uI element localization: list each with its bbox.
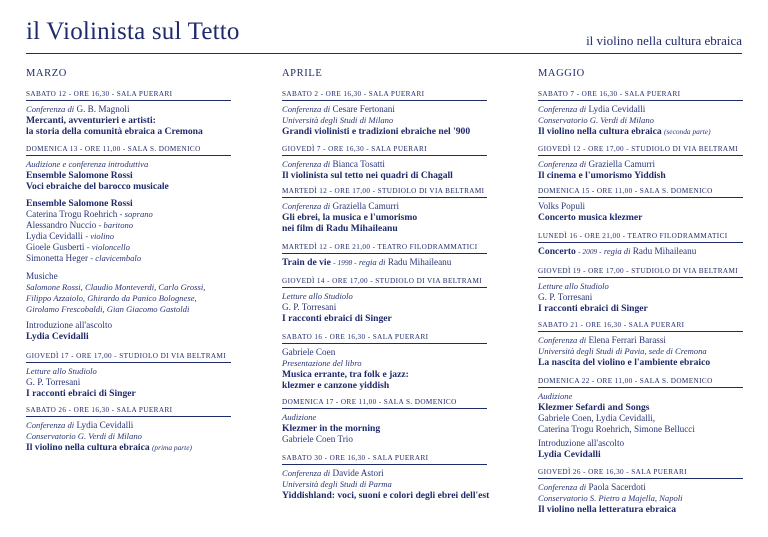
event-date-header: DOMENICA 22 - ORE 11,00 - SALA S. DOMENICO	[538, 377, 743, 388]
event-title: La nascita del violino e l'ambiente ebraico	[538, 357, 711, 368]
event-label: Conferenza di	[538, 104, 587, 114]
event-performer: Caterina Trogu Roehrich, Simone Bellucci	[538, 424, 695, 434]
event-date-header: DOMENICA 13 - ORE 11,00 - SALA S. DOMENICO	[26, 145, 231, 156]
event-speaker: Elena Ferrari Barassi	[588, 335, 666, 345]
program-label: Musiche	[26, 271, 58, 281]
event-aprile-2	[282, 90, 487, 137]
event-date-header: MARTEDÌ 12 - ORE 21,00 - TEATRO FILODRAMMATICI	[282, 243, 487, 254]
event-date-header: SABATO 2 - ORE 16,30 - SALA PUERARI	[282, 90, 487, 101]
event-date-header: SABATO 12 - ORE 16,30 - SALA PUERARI	[26, 90, 231, 101]
event-title: Yiddishland: voci, suoni e colori degli ebrei dell'est	[282, 490, 490, 501]
event-affiliation: Conservatorio G. Verdi di Milano	[26, 431, 142, 441]
ensemble-lineup	[26, 198, 231, 264]
event-speaker: Cesare Fertonani	[332, 104, 395, 114]
film-title: Concerto	[538, 246, 576, 257]
event-date-header: SABATO 30 - ORE 16,30 - SALA PUERARI	[282, 454, 487, 465]
event-date-header: GIOVEDÌ 19 - ORE 17,00 - STUDIOLO DI VIA BELTRAMI	[538, 267, 743, 278]
event-maggio-22	[538, 377, 743, 435]
performer-name: Caterina Trogu Roehrich	[26, 209, 118, 219]
event-speaker: Graziella Camurri	[588, 159, 656, 169]
event-speaker: Bianca Tosatti	[332, 159, 385, 169]
event-performer: Gabriele Coen Trio	[282, 434, 353, 444]
event-label: Conferenza di	[26, 104, 75, 114]
event-part: (prima parte)	[151, 443, 192, 452]
event-title: Musica errante, tra folk e jazz:	[282, 369, 409, 380]
performer-name: Lydia Cevidalli	[26, 231, 83, 241]
film-year: - 2009 -	[578, 247, 602, 256]
event-marzo-17	[26, 352, 231, 399]
performer-name: Simonetta Heger	[26, 253, 88, 263]
event-part: (seconda parte)	[663, 127, 711, 136]
event-date-header: LUNEDÌ 16 - ORE 21,00 - TEATRO FILODRAMMATICI	[538, 232, 743, 243]
event-date-header: MARTEDÌ 12 - ORE 17,00 - STUDIOLO DI VIA BELTRAMI	[282, 187, 487, 198]
event-speaker: Graziella Camurri	[332, 201, 400, 211]
event-date-header: SABATO 16 - ORE 16,30 - SALA PUERARI	[282, 333, 487, 344]
event-aprile-7	[282, 145, 487, 181]
composer-list: Filippo Azzaiolo, Ghirardo da Panico Bolognese,	[26, 293, 197, 303]
event-affiliation: Conservatorio S. Pietro a Majella, Napoli	[538, 493, 683, 503]
event-affiliation: Università degli Studi di Milano	[282, 115, 394, 125]
event-label: Conferenza di	[538, 159, 587, 169]
performer-name: Alessandro Nuccio	[26, 220, 97, 230]
intro-label: Introduzione all'ascolto	[26, 320, 113, 330]
event-date-header: GIOVEDÌ 14 - ORE 17,00 - STUDIOLO DI VIA BELTRAMI	[282, 277, 487, 288]
event-date-header: GIOVEDÌ 26 - ORE 16,30 - SALA PUERARI	[538, 468, 743, 479]
event-label: Conferenza di	[282, 159, 331, 169]
column-maggio	[538, 68, 743, 515]
event-maggio-21	[538, 321, 743, 368]
event-title: Il violino nella letteratura ebraica	[538, 504, 677, 515]
event-performer: Gabriele Coen, Lydia Cevidalli,	[538, 413, 656, 423]
column-marzo	[26, 68, 231, 453]
event-affiliation: Università degli Studi di Pavia, sede di Cremona	[538, 346, 707, 356]
event-maggio-15	[538, 187, 743, 223]
composer-list: Girolamo Frescobaldi, Gian Giacomo Gastoldi	[26, 304, 190, 314]
event-date-header: GIOVEDÌ 17 - ORE 17,00 - STUDIOLO DI VIA BELTRAMI	[26, 352, 231, 363]
event-aprile-17	[282, 398, 487, 445]
event-title: Gli ebrei, la musica e l'umorismo	[282, 212, 418, 223]
month-heading: MARZO	[26, 68, 67, 79]
program-musiche	[26, 271, 231, 315]
event-title: I racconti ebraici di Singer	[538, 303, 648, 314]
event-aprile-12	[282, 187, 487, 234]
month-heading: APRILE	[282, 68, 323, 79]
event-marzo-13	[26, 145, 231, 192]
header-divider	[26, 53, 742, 54]
event-date-header: DOMENICA 17 - ORE 11,00 - SALA S. DOMENICO	[282, 398, 487, 409]
performer-role: - baritono	[98, 220, 134, 230]
film-director-label: regia di	[603, 246, 631, 256]
event-label: Conferenza di	[282, 201, 331, 211]
event-title-cont: klezmer e canzone yiddish	[282, 380, 390, 391]
column-aprile	[282, 68, 490, 501]
event-date-header: DOMENICA 15 - ORE 11,00 - SALA S. DOMENICO	[538, 187, 743, 198]
event-date-header: SABATO 7 - ORE 16,30 - SALA PUERARI	[538, 90, 743, 101]
event-title: Il violino nella cultura ebraica	[538, 126, 662, 137]
event-date-header: GIOVEDÌ 7 - ORE 16,30 - SALA PUERARI	[282, 145, 487, 156]
event-label: Letture allo Studiolo	[26, 366, 97, 376]
event-performer: Volks Populi	[538, 201, 586, 211]
event-label: Presentazione del libro	[282, 358, 362, 368]
event-speaker: G. P. Torresani	[538, 292, 593, 302]
event-title-cont: nei film di Radu Mihaileanu	[282, 223, 398, 234]
event-speaker: Lydia Cevidalli	[76, 420, 134, 430]
intro-label: Introduzione all'ascolto	[538, 438, 625, 448]
event-label: Conferenza di	[26, 420, 75, 430]
event-aprile-16	[282, 333, 487, 391]
event-performer: Ensemble Salomone Rossi	[26, 170, 133, 181]
film-year: - 1998 -	[333, 258, 357, 267]
event-title: Concerto musica klezmer	[538, 212, 643, 223]
event-label: Letture allo Studiolo	[538, 281, 609, 291]
event-marzo-26	[26, 406, 231, 453]
event-label: Audizione	[538, 391, 573, 401]
event-speaker: G. B. Magnoli	[76, 104, 130, 114]
film-director: Radu Mihaileanu	[632, 246, 697, 256]
event-label: Conferenza di	[282, 468, 331, 478]
ensemble-name: Ensemble Salomone Rossi	[26, 198, 133, 209]
event-title: Il cinema e l'umorismo Yiddish	[538, 170, 666, 181]
composer-list: Salomone Rossi, Claudio Monteverdi, Carlo Grossi,	[26, 282, 206, 292]
event-title: Mercanti, avventurieri e artisti:	[26, 115, 156, 126]
performer-role: - violoncello	[86, 242, 130, 252]
event-title: Voci ebraiche del barocco musicale	[26, 181, 169, 192]
event-speaker: Lydia Cevidalli	[588, 104, 646, 114]
event-label: Audizione	[282, 412, 317, 422]
event-marzo-12	[26, 90, 231, 137]
page-subtitle: il violino nella cultura ebraica	[586, 33, 742, 48]
performer-role: - soprano	[119, 209, 153, 219]
event-speaker: Paola Sacerdoti	[588, 482, 646, 492]
event-aprile-14	[282, 277, 487, 324]
intro-speaker: Lydia Cevidalli	[26, 331, 89, 342]
event-affiliation: Conservatorio G. Verdi di Milano	[538, 115, 654, 125]
event-title: Klezmer in the morning	[282, 423, 381, 434]
event-maggio-16	[538, 232, 743, 257]
film-director: Radu Mihaileanu	[387, 257, 452, 267]
intro-speaker: Lydia Cevidalli	[538, 449, 601, 460]
event-speaker: G. P. Torresani	[282, 302, 337, 312]
event-maggio-12	[538, 145, 743, 181]
event-title: Il violinista sul tetto nei quadri di Chagall	[282, 170, 453, 181]
event-date-header: GIOVEDÌ 12 - ORE 17,00 - STUDIOLO DI VIA BELTRAMI	[538, 145, 743, 156]
page-title: il Violinista sul Tetto	[26, 18, 240, 45]
event-date-header: SABATO 26 - ORE 16,30 - SALA PUERARI	[26, 406, 231, 417]
event-speaker: Davide Astori	[332, 468, 384, 478]
film-director-label: regia di	[358, 257, 386, 267]
performer-name: Gioele Gusberti	[26, 242, 85, 252]
event-aprile-12-film	[282, 243, 487, 268]
event-maggio-7	[538, 90, 743, 137]
event-title: Klezmer Sefardi and Songs	[538, 402, 650, 413]
event-label: Conferenza di	[538, 335, 587, 345]
event-title-cont: la storia della comunità ebraica a Cremona	[26, 126, 203, 137]
event-maggio-19	[538, 267, 743, 314]
month-heading: MAGGIO	[538, 68, 585, 79]
listening-intro	[26, 320, 231, 342]
event-maggio-26	[538, 468, 743, 515]
performer-role: - violino	[85, 231, 115, 241]
event-title: I racconti ebraici di Singer	[282, 313, 392, 324]
event-label: Conferenza di	[538, 482, 587, 492]
event-date-header: SABATO 21 - ORE 16,30 - SALA PUERARI	[538, 321, 743, 332]
event-label: Audizione e conferenza introduttiva	[26, 159, 149, 169]
event-affiliation: Università degli Studi di Parma	[282, 479, 392, 489]
event-label: Conferenza di	[282, 104, 331, 114]
event-title: Grandi violinisti e tradizioni ebraiche nel '900	[282, 126, 471, 137]
event-speaker: Gabriele Coen	[282, 347, 336, 357]
event-aprile-30	[282, 454, 490, 501]
event-speaker: G. P. Torresani	[26, 377, 81, 387]
event-label: Letture allo Studiolo	[282, 291, 353, 301]
performer-role: - clavicembalo	[90, 253, 142, 263]
film-title: Train de vie	[282, 257, 331, 268]
listening-intro	[538, 438, 743, 460]
event-title: Il violino nella cultura ebraica	[26, 442, 150, 453]
event-title: I racconti ebraici di Singer	[26, 388, 136, 399]
